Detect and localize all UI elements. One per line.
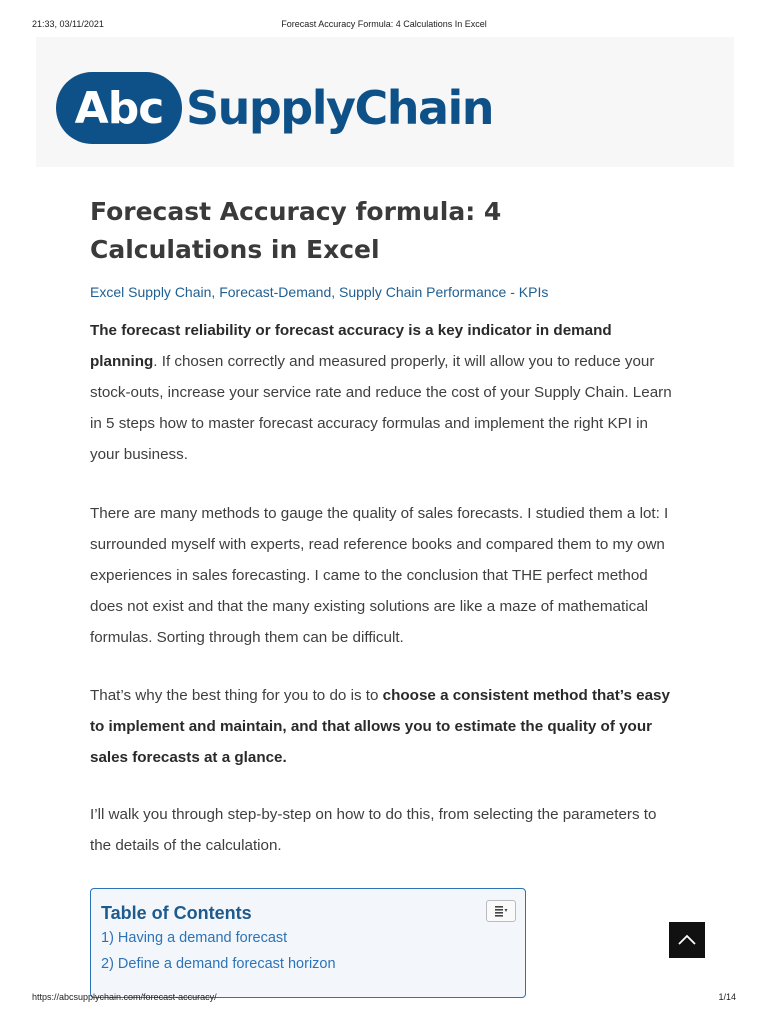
toc-title: Table of Contents <box>101 903 252 923</box>
intro-text: . If chosen correctly and measured properly, it will allow you to reduce your stock-outs, increase your service rate and reduce the cost of your Supply Chain. Learn in 5 steps how to master forecast accuracy formulas and implement the right KPI in your business. <box>90 353 672 463</box>
site-logo[interactable] <box>56 72 493 144</box>
print-page-number: 1/14 <box>718 992 736 1002</box>
table-of-contents <box>90 888 526 998</box>
print-title: Forecast Accuracy Formula: 4 Calculations In Excel <box>281 19 487 29</box>
logo-abc: Abc <box>56 72 182 144</box>
advice-text: That’s why the best thing for you to do is to <box>90 687 383 704</box>
chevron-up-icon <box>678 934 696 946</box>
back-to-top-button[interactable] <box>669 922 705 958</box>
article-title: Forecast Accuracy formula: 4 Calculations in Excel <box>90 197 502 264</box>
list-toggle-icon <box>494 905 508 917</box>
article-categories: Excel Supply Chain, Forecast-Demand, Supply Chain Performance - KPIs <box>90 284 549 300</box>
advice-paragraph <box>90 680 680 773</box>
intro-bold-text: The forecast reliability or forecast accuracy is a key indicator in demand planning <box>90 322 612 370</box>
category-link[interactable]: Excel Supply Chain <box>90 284 212 300</box>
walkthrough-paragraph: I’ll walk you through step-by-step on how to do this, from selecting the parameters to the details of the calculation. <box>90 806 657 854</box>
logo-supplychain: SupplyChain <box>186 81 494 135</box>
category-link[interactable]: Forecast-Demand <box>219 284 332 300</box>
advice-bold-text: choose a consistent method that’s easy to implement and maintain, and that allows you to estimate the quality of your sales forecasts at a glance. <box>90 687 670 766</box>
toc-toggle-button[interactable] <box>486 900 516 922</box>
intro-paragraph <box>90 315 680 470</box>
print-footer <box>0 992 768 1024</box>
toc-item[interactable]: 2) Define a demand forecast horizon <box>101 956 336 972</box>
methods-paragraph: There are many methods to gauge the quality of sales forecasts. I studied them a lot: I surrounded myself with experts, read reference books and compared them to my own experiences in sales forecasting. I came to the conclusion that THE perfect method does not exist and that the many existing solutions are like a maze of mathematical formulas. Sorting through them can be difficult. <box>90 505 669 646</box>
article-header <box>90 193 680 300</box>
print-url: https://abcsupplychain.com/forecast-accuracy/ <box>32 992 217 1002</box>
toc-item[interactable]: 1) Having a demand forecast <box>101 930 288 946</box>
site-header <box>36 37 734 167</box>
print-timestamp: 21:33, 03/11/2021 <box>32 19 104 29</box>
category-link[interactable]: Supply Chain Performance - KPIs <box>339 284 549 300</box>
print-header <box>0 0 768 32</box>
